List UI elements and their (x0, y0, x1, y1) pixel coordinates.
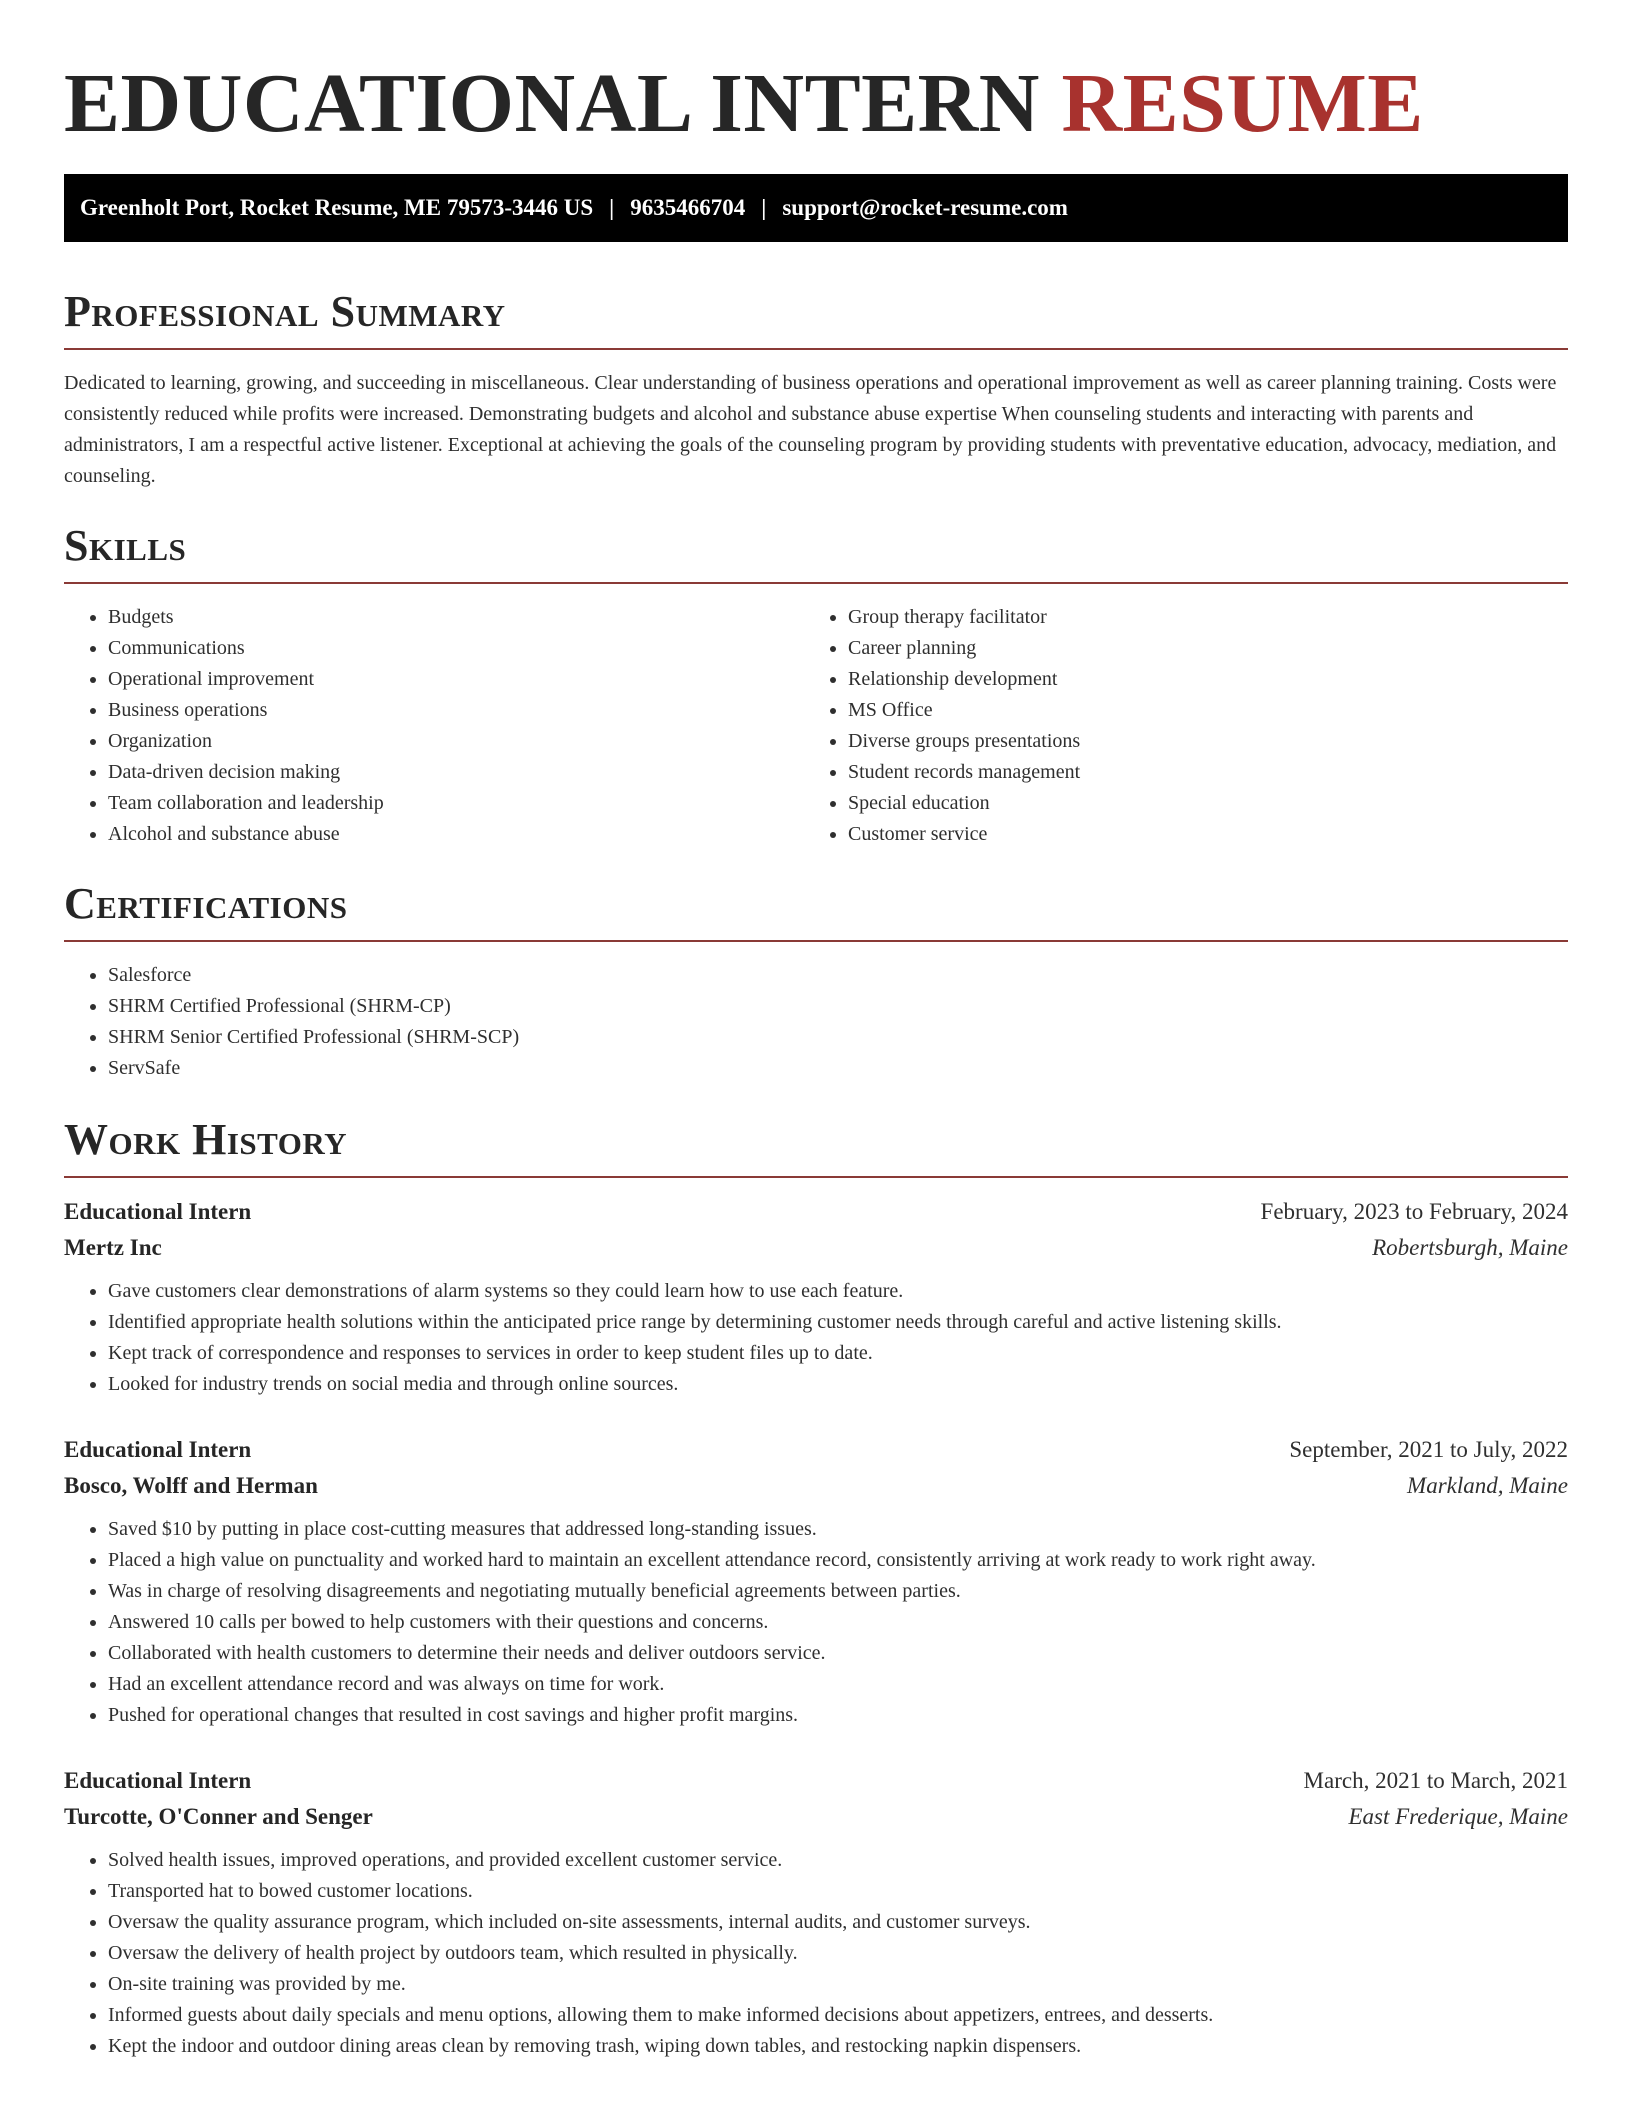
job-duty: • Answered 10 calls per bowed to help customers with their questions and concerns. (108, 1607, 1568, 1638)
section-divider (64, 582, 1568, 584)
job-entry (64, 1763, 1568, 2062)
job-duty: • Solved health issues, improved operations, and provided excellent customer service. (108, 1845, 1568, 1876)
skill-item: • Budgets (108, 602, 804, 633)
skill-item: • Organization (108, 726, 804, 757)
job-company-row (64, 1468, 1568, 1504)
section-divider (64, 940, 1568, 942)
skills-column-left (64, 602, 804, 850)
contact-phone: 9635466704 (630, 195, 746, 220)
job-company: Bosco, Wolff and Herman (64, 1473, 318, 1498)
job-location: Robertsburgh, Maine (1372, 1235, 1568, 1260)
skills-column-right (804, 602, 1544, 850)
job-duty: • Identified appropriate health solutions within the anticipated price range by determining customer needs through careful and active listening skills. (108, 1307, 1568, 1338)
job-duty: • Placed a high value on punctuality and worked hard to maintain an excellent attendance record, consistently arriving at work ready to work right away. (108, 1545, 1568, 1576)
job-title: Educational Intern (64, 1437, 252, 1462)
skill-item: • Diverse groups presentations (848, 726, 1544, 757)
work-history-section (64, 1114, 1568, 2062)
job-location: Markland, Maine (1407, 1473, 1568, 1498)
job-dates: March, 2021 to March, 2021 (1303, 1768, 1568, 1793)
certification-item: • SHRM Certified Professional (SHRM-CP) (108, 991, 1568, 1022)
skill-item: • Communications (108, 633, 804, 664)
certification-item: • SHRM Senior Certified Professional (SHRM-SCP) (108, 1022, 1568, 1053)
job-title: Educational Intern (64, 1768, 252, 1793)
skills-heading: Skills (64, 521, 187, 570)
skill-item: • Relationship development (848, 664, 1544, 695)
job-duty: • Was in charge of resolving disagreements and negotiating mutually beneficial agreements between parties. (108, 1576, 1568, 1607)
title-accent: RESUME (1061, 57, 1424, 150)
job-duty: • Saved $10 by putting in place cost-cutting measures that addressed long-standing issues. (108, 1514, 1568, 1545)
contact-separator: | (609, 195, 615, 220)
job-header-row (64, 1763, 1568, 1799)
job-duty: • Had an excellent attendance record and was always on time for work. (108, 1669, 1568, 1700)
skill-item: • Career planning (848, 633, 1544, 664)
job-duty: • On-site training was provided by me. (108, 1969, 1568, 2000)
job-title: Educational Intern (64, 1199, 252, 1224)
skill-item: • Student records management (848, 757, 1544, 788)
certifications-list (64, 960, 1568, 1084)
job-duty: • Transported hat to bowed customer locations. (108, 1876, 1568, 1907)
skill-item: • Team collaboration and leadership (108, 788, 804, 819)
job-entry (64, 1432, 1568, 1731)
certifications-heading: Certifications (64, 879, 348, 928)
title-main: EDUCATIONAL INTERN (64, 57, 1040, 150)
job-dates: September, 2021 to July, 2022 (1289, 1437, 1568, 1462)
skill-item: • MS Office (848, 695, 1544, 726)
resume-title (64, 58, 1568, 150)
job-duties-list (64, 1514, 1568, 1731)
certification-item: • ServSafe (108, 1053, 1568, 1084)
skill-item: • Data-driven decision making (108, 757, 804, 788)
job-duty: • Oversaw the quality assurance program, which included on-site assessments, internal audits, and customer surveys. (108, 1907, 1568, 1938)
section-divider (64, 348, 1568, 350)
skill-item: • Alcohol and substance abuse (108, 819, 804, 850)
job-duty: • Kept the indoor and outdoor dining areas clean by removing trash, wiping down tables, and restocking napkin dispensers. (108, 2031, 1568, 2062)
skill-item: • Operational improvement (108, 664, 804, 695)
summary-heading: Professional Summary (64, 287, 506, 336)
skill-item: • Customer service (848, 819, 1544, 850)
job-duty: • Kept track of correspondence and responses to services in order to keep student files up to date. (108, 1338, 1568, 1369)
summary-text: Dedicated to learning, growing, and succeeding in miscellaneous. Clear understanding of business operations and operational improvement as well as career planning training. Costs were consistently reduced while profits were increased. Demonstrating budgets and alcohol and substance abuse expertise When counseling students and interacting with parents and administrators, I am a respectful active listener. Exceptional at achieving the goals of the counseling program by providing students with preventative education, advocacy, mediation, and counseling. (64, 372, 1557, 487)
contact-separator: | (761, 195, 767, 220)
summary-section (64, 286, 1568, 492)
job-entry (64, 1194, 1568, 1400)
work-history-heading: Work History (64, 1115, 348, 1164)
job-company: Mertz Inc (64, 1235, 162, 1260)
contact-email: support@rocket-resume.com (782, 195, 1068, 220)
job-dates: February, 2023 to February, 2024 (1260, 1199, 1568, 1224)
skill-item: • Group therapy facilitator (848, 602, 1544, 633)
job-header-row (64, 1432, 1568, 1468)
contact-bar (64, 174, 1568, 242)
skills-list-right (804, 602, 1544, 850)
job-company: Turcotte, O'Conner and Senger (64, 1804, 373, 1829)
job-location: East Frederique, Maine (1348, 1804, 1568, 1829)
job-duty: • Gave customers clear demonstrations of alarm systems so they could learn how to use each feature. (108, 1276, 1568, 1307)
job-company-row (64, 1230, 1568, 1266)
job-duty: • Collaborated with health customers to determine their needs and deliver outdoors service. (108, 1638, 1568, 1669)
job-duty: • Pushed for operational changes that resulted in cost savings and higher profit margins. (108, 1700, 1568, 1731)
job-duties-list (64, 1276, 1568, 1400)
job-header-row (64, 1194, 1568, 1230)
section-divider (64, 1176, 1568, 1178)
job-duty: • Oversaw the delivery of health project by outdoors team, which resulted in physically. (108, 1938, 1568, 1969)
skills-columns (64, 602, 1568, 850)
job-company-row (64, 1799, 1568, 1835)
skill-item: • Special education (848, 788, 1544, 819)
skills-list-left (64, 602, 804, 850)
skills-section (64, 520, 1568, 850)
job-duties-list (64, 1845, 1568, 2062)
job-duty: • Informed guests about daily specials and menu options, allowing them to make informed decisions about appetizers, entrees, and desserts. (108, 2000, 1568, 2031)
skill-item: • Business operations (108, 695, 804, 726)
job-duty: • Looked for industry trends on social media and through online sources. (108, 1369, 1568, 1400)
certification-item: • Salesforce (108, 960, 1568, 991)
certifications-section (64, 878, 1568, 1084)
contact-address: Greenholt Port, Rocket Resume, ME 79573-3446 US (80, 195, 594, 220)
